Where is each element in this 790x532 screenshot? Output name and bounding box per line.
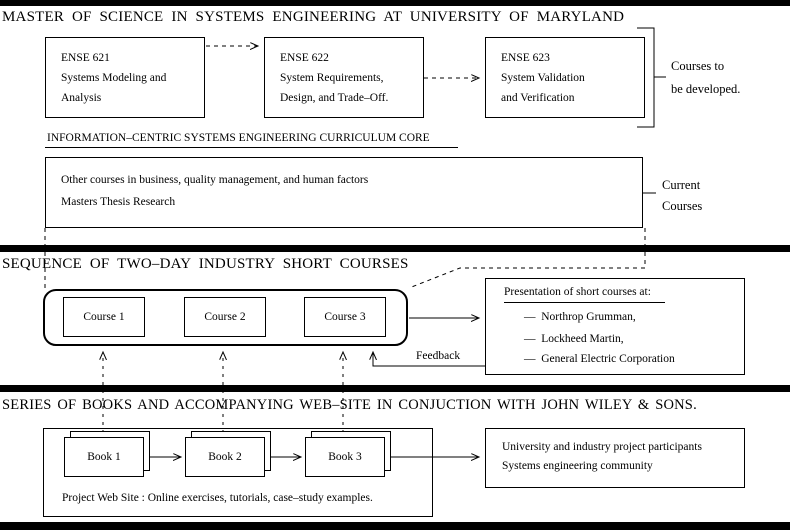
section-title-short-courses: SEQUENCE OF TWO–DAY INDUSTRY SHORT COURSES (2, 256, 409, 272)
presentation-item: — General Electric Corporation (524, 353, 675, 365)
course-line: Design, and Trade–Off. (280, 92, 389, 104)
section-title-masters: MASTER OF SCIENCE IN SYSTEMS ENGINEERING AT UNIVERSITY OF MARYLAND (2, 9, 625, 25)
course-box-ense-621 (45, 37, 205, 118)
book-box-3: Book 3 (305, 437, 385, 477)
curriculum-core-heading: INFORMATION–CENTRIC SYSTEMS ENGINEERING CURRICULUM CORE (45, 132, 458, 148)
presentation-heading: Presentation of short courses at: (504, 286, 665, 303)
presentation-item: — Lockheed Martin, (524, 333, 624, 345)
course-code: ENSE 623 (501, 52, 550, 64)
course-code: ENSE 622 (280, 52, 329, 64)
course-line: Systems Modeling and (61, 72, 167, 84)
course-code: ENSE 621 (61, 52, 110, 64)
short-course-box-1: Course 1 (63, 297, 145, 337)
short-course-box-2: Course 2 (184, 297, 266, 337)
course-box-ense-623 (485, 37, 645, 118)
presentation-item: — Northrop Grumman, (524, 311, 636, 323)
core-line: Masters Thesis Research (61, 196, 176, 208)
audience-box (485, 428, 745, 488)
divider-bar-2 (0, 245, 790, 252)
divider-bar-top (0, 0, 790, 6)
divider-bar-3 (0, 385, 790, 392)
course-line: System Requirements, (280, 72, 384, 84)
audience-line: University and industry project participants (502, 441, 702, 453)
core-line: Other courses in business, quality management, and human factors (61, 174, 369, 186)
curriculum-core-box (45, 157, 643, 228)
course-line: System Validation (501, 72, 585, 84)
label-courses-to-be-developed: Courses to be developed. (671, 59, 741, 96)
short-course-box-3: Course 3 (304, 297, 386, 337)
course-line: Analysis (61, 92, 102, 104)
feedback-label: Feedback (416, 350, 461, 362)
book-box-2: Book 2 (185, 437, 265, 477)
label-current-courses: Current Courses (662, 178, 703, 213)
course-line: and Verification (501, 92, 575, 104)
divider-bar-bottom (0, 522, 790, 530)
course-box-ense-622 (264, 37, 424, 118)
presentation-box (485, 278, 745, 375)
section-title-books: SERIES OF BOOKS AND ACCOMPANYING WEB–SITE IN CONJUCTION WITH JOHN WILEY & SONS. (2, 397, 697, 413)
book-box-1: Book 1 (64, 437, 144, 477)
audience-line: Systems engineering community (502, 460, 653, 472)
project-website-line: Project Web Site : Online exercises, tutorials, case–study examples. (62, 492, 373, 504)
